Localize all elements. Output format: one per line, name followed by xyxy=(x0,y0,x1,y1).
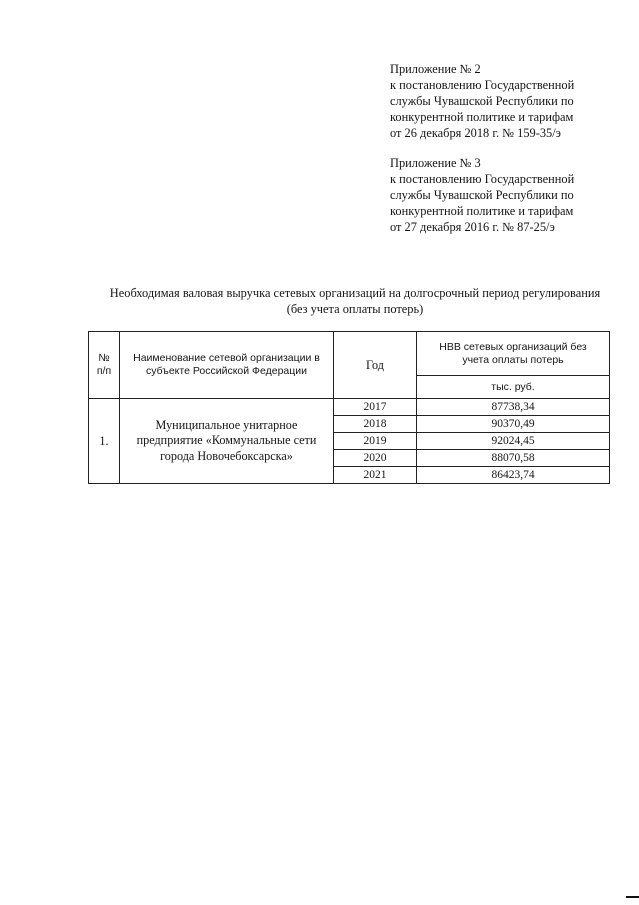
appendix-line: службы Чувашской Республики по xyxy=(390,94,574,108)
header-org: Наименование сетевой организации в субъекте Российской Федерации xyxy=(120,332,334,399)
year-cell: 2017 xyxy=(334,399,417,416)
value-cell: 86423,74 xyxy=(417,467,610,484)
page-edge-mark xyxy=(626,896,639,898)
appendix-3-header xyxy=(390,155,610,235)
appendix-2-header xyxy=(390,61,610,141)
row-num: 1. xyxy=(89,399,120,484)
title-line-1: Необходимая валовая выручка сетевых организаций на долгосрочный период регулирования xyxy=(109,286,601,300)
header-year: Год xyxy=(334,332,417,399)
header-nvv: НВВ сетевых организаций без учета оплаты потерь xyxy=(417,332,610,376)
year-cell: 2018 xyxy=(334,416,417,433)
value-cell: 88070,58 xyxy=(417,450,610,467)
header-num: № п/п xyxy=(89,332,120,399)
value-cell: 92024,45 xyxy=(417,433,610,450)
appendix-line: от 27 декабря 2016 г. № 87-25/э xyxy=(390,220,555,234)
value-cell: 90370,49 xyxy=(417,416,610,433)
document-title xyxy=(60,285,639,317)
appendix-line: службы Чувашской Республики по xyxy=(390,188,574,202)
appendix-line: Приложение № 3 xyxy=(390,156,481,170)
appendix-line: к постановлению Государственной xyxy=(390,172,575,186)
year-cell: 2021 xyxy=(334,467,417,484)
appendix-line: конкурентной политике и тарифам xyxy=(390,204,574,218)
appendix-line: от 26 декабря 2018 г. № 159-35/э xyxy=(390,126,562,140)
header-row xyxy=(89,332,610,376)
year-cell: 2020 xyxy=(334,450,417,467)
appendix-line: конкурентной политике и тарифам xyxy=(390,110,574,124)
value-cell: 87738,34 xyxy=(417,399,610,416)
year-cell: 2019 xyxy=(334,433,417,450)
row-org-name: Муниципальное унитарное предприятие «Коммунальные сети города Новочебоксарска» xyxy=(120,399,334,484)
table-row xyxy=(89,399,610,416)
appendix-line: Приложение № 2 xyxy=(390,62,481,76)
header-unit: тыс. руб. xyxy=(417,376,610,399)
appendix-line: к постановлению Государственной xyxy=(390,78,575,92)
nvv-table xyxy=(88,331,610,484)
title-line-2: (без учета оплаты потерь) xyxy=(286,302,424,316)
